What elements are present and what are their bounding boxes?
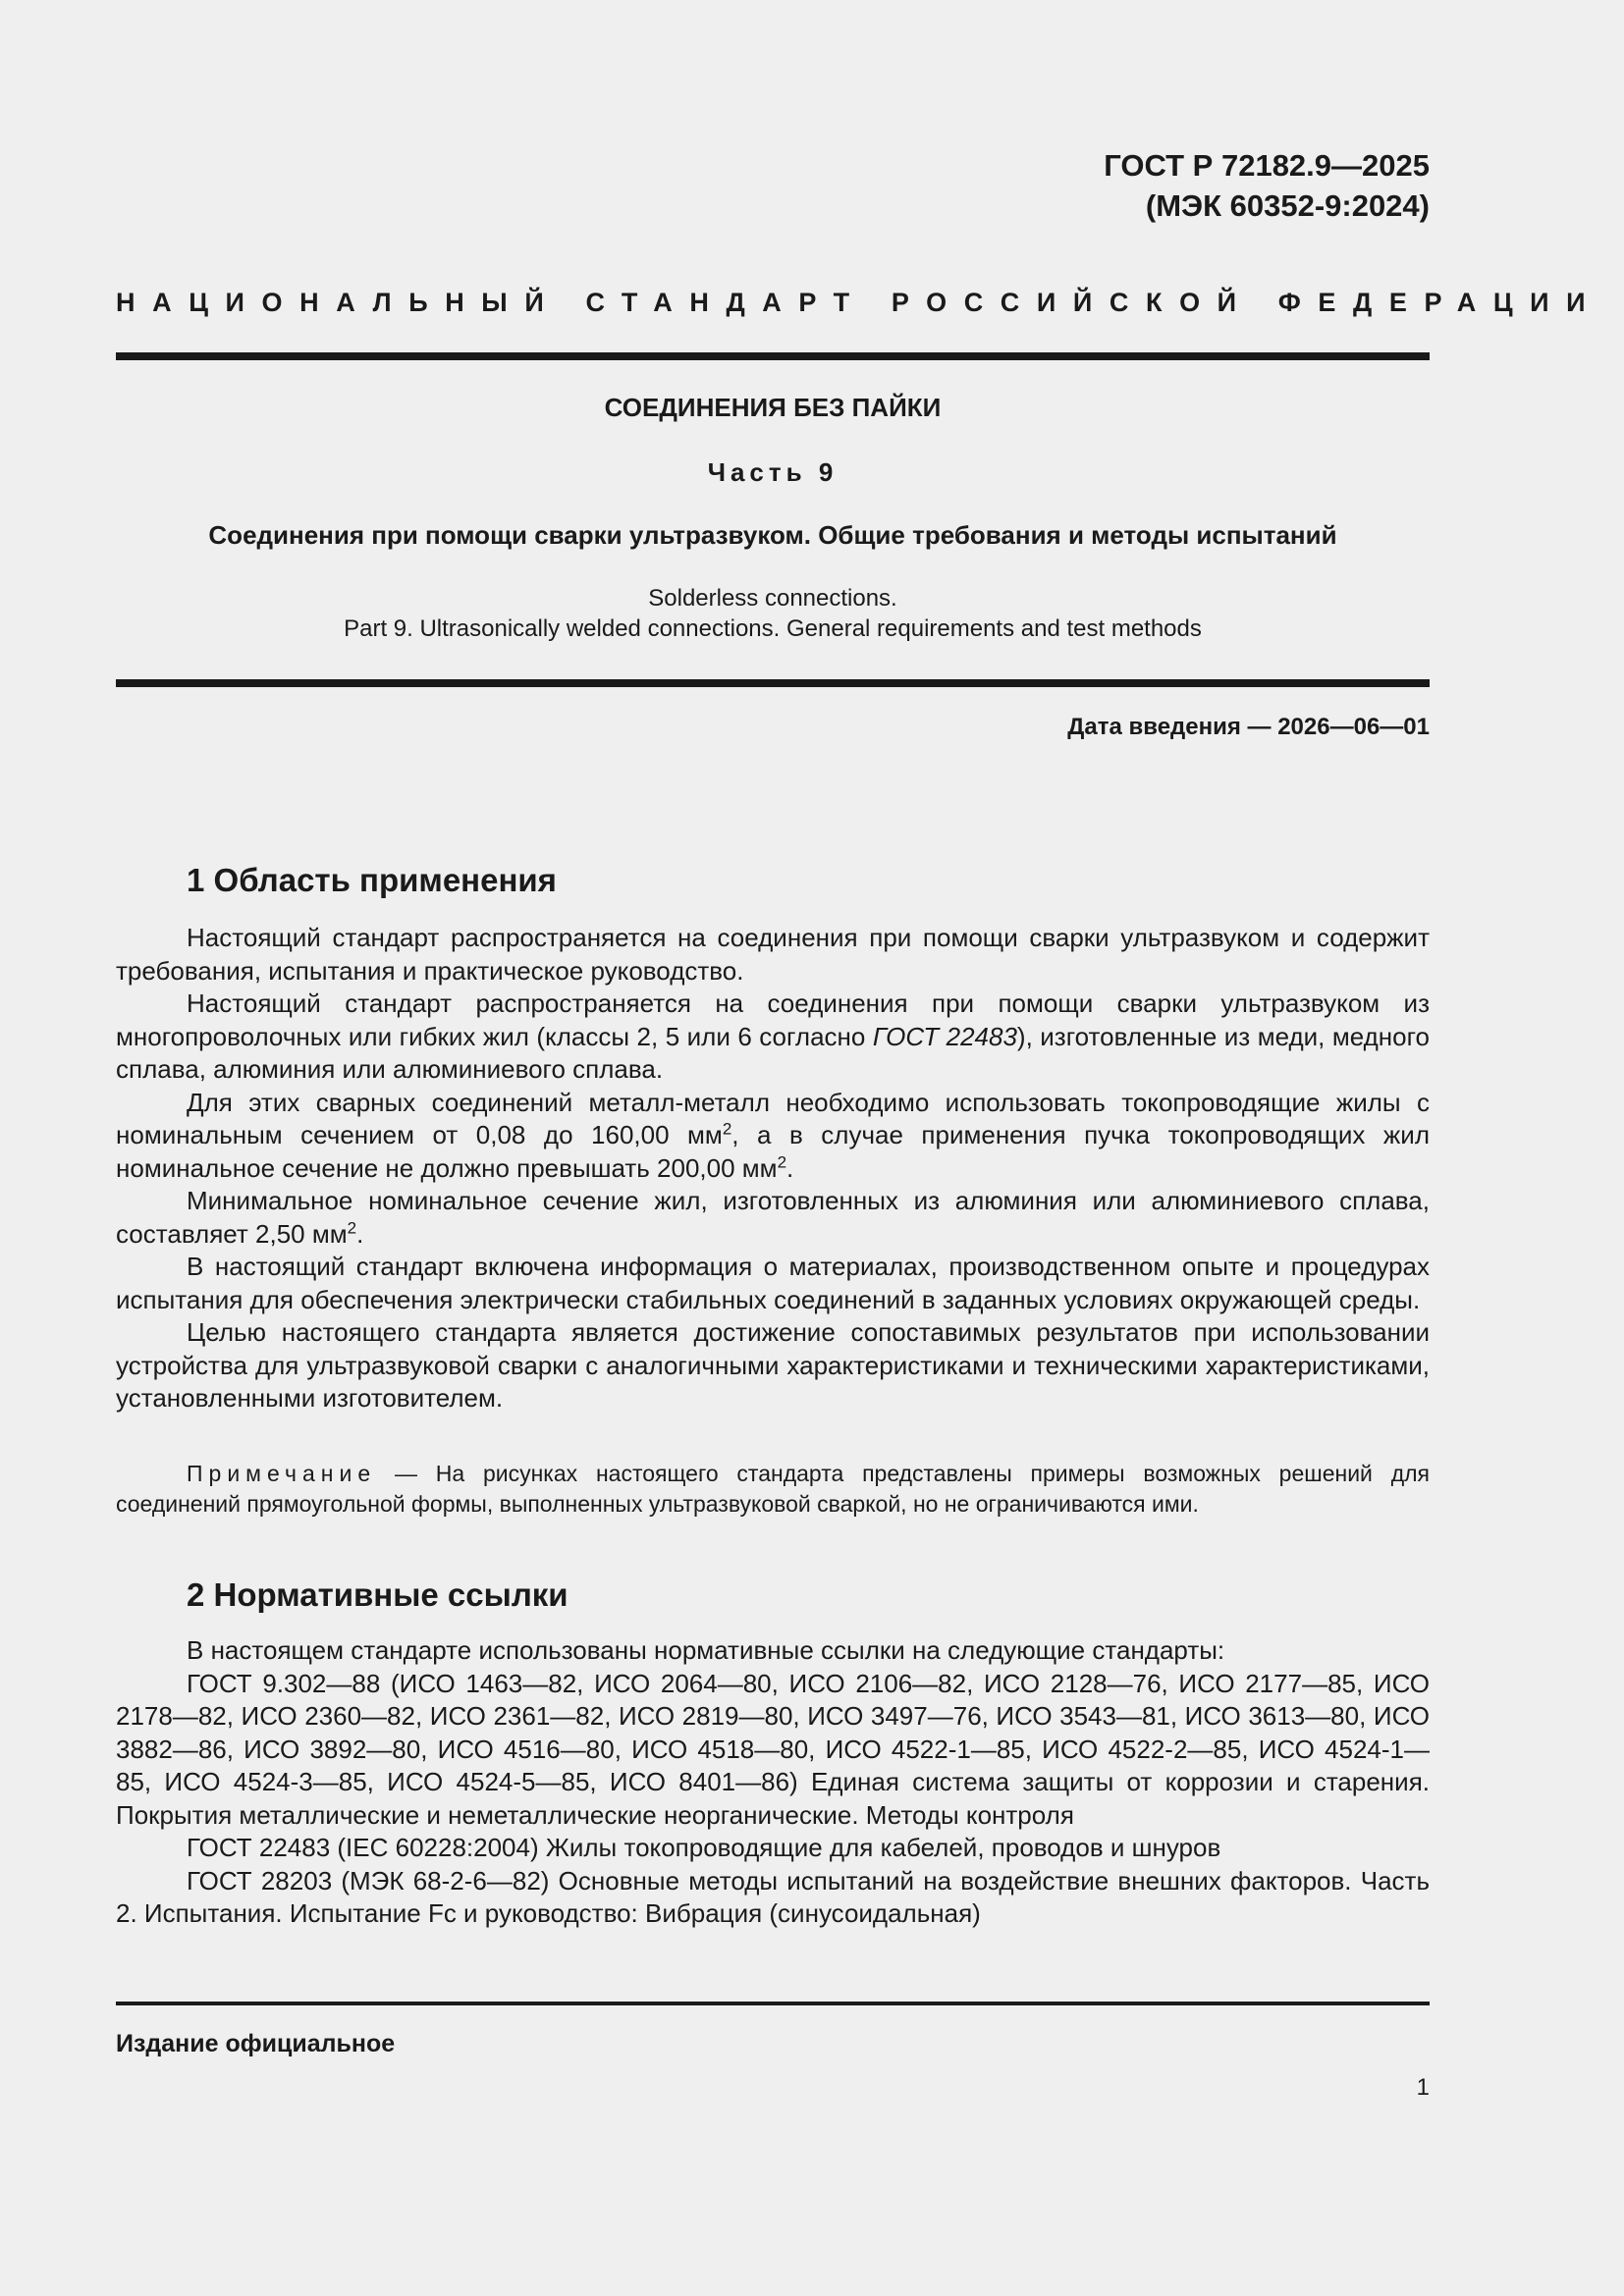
paragraph: В настоящий стандарт включена информация о материалах, производственном опыте и процедурах испытания для обеспечения электрически стабильных соединений в заданных условиях окружающей среды. (116, 1252, 1430, 1314)
document-number: ГОСТ Р 72182.9—2025 (1104, 148, 1430, 183)
section-1-body (116, 922, 1430, 1415)
introduction-date: Дата введения — 2026—06—01 (1067, 714, 1430, 740)
note-label: Примечание (187, 1461, 377, 1486)
paragraph: ГОСТ 9.302—88 (ИСО 1463—82, ИСО 2064—80, ИСО 2106—82, ИСО 2128—76, ИСО 2177—85, ИСО 2178—82, ИСО 2360—82, ИСО 2361—82, ИСО 2819—80, ИСО 3497—76, ИСО 3543—81, ИСО 3613—80, ИСО 3882—86, ИСО 3892—80, ИСО 4516—80, ИСО 4518—80, ИСО 4522-1—85, ИСО 4522-2—85, ИСО 4524-1—85, ИСО 4524-3—85, ИСО 4524-5—85, ИСО 8401—86) Единая система защиты от коррозии и старения. Покрытия металлические и неметаллические неорганические. Методы контроля (116, 1668, 1430, 1830)
footer-divider (116, 2002, 1430, 2005)
document-number-block (1104, 145, 1430, 226)
english-title (116, 583, 1430, 644)
paragraph: Настоящий стандарт распространяется на соединения при помощи сварки ультразвуком из многопроволочных или гибких жил (классы 2, 5 или 6 согласно ГОСТ 22483), изготовленные из меди, медного сплава, алюминия или алюминиевого сплава. (116, 988, 1430, 1084)
title-divider (116, 679, 1430, 687)
paragraph: Для этих сварных соединений металл-металл необходимо использовать токопроводящие жилы с номинальным сечением от 0,08 до 160,00 $мм^2$, а в случае применения пучка токопроводящих жил номинальное сечение не должно превышать 200,00 $мм^2$. (116, 1087, 1430, 1183)
official-edition-label: Издание официальное (116, 2030, 396, 2057)
english-title-line-2: Part 9. Ultrasonically welded connections. General requirements and test methods (344, 615, 1202, 642)
document-number-intl: (МЭК 60352-9:2024) (1145, 188, 1430, 223)
standard-subtitle: Соединения при помощи сварки ультразвуком. Общие требования и методы испытаний (208, 520, 1337, 550)
paragraph: Целью настоящего стандарта является достижение сопоставимых результатов при использовании устройства для ультразвуковой сварки с аналогичными характеристиками и техническими характеристиками, установленными изготовителем. (116, 1317, 1430, 1413)
section-2-heading: 2 Нормативные ссылки (187, 1576, 568, 1613)
paragraph: В настоящем стандарте использованы нормативные ссылки на следующие стандарты: (187, 1635, 1225, 1665)
gost-reference: ГОСТ 22483 (872, 1021, 1017, 1051)
note (116, 1459, 1430, 1520)
paragraph: Настоящий стандарт распространяется на соединения при помощи сварки ультразвуком и содержит требования, испытания и практическое руководство. (116, 923, 1430, 986)
superscript: 2 (777, 1151, 787, 1171)
standard-part: Часть 9 (707, 457, 839, 487)
note-text: — На рисунках настоящего стандарта представлены примеры возможных решений для соединений прямоугольной формы, выполненных ультразвуковой сваркой, но не ограничиваются ими. (116, 1461, 1430, 1517)
section-2-body (116, 1634, 1430, 1931)
english-title-line-1: Solderless connections. (648, 585, 897, 612)
superscript: 2 (722, 1119, 732, 1139)
section-1-heading: 1 Область применения (187, 862, 557, 898)
paragraph: ГОСТ 28203 (МЭК 68-2-6—82) Основные методы испытаний на воздействие внешних факторов. Часть 2. Испытания. Испытание Fc и руководство: Вибрация (синусоидальная) (116, 1865, 1430, 1928)
page-number: 1 (1416, 2074, 1430, 2101)
paragraph: Минимальное номинальное сечение жил, изготовленных из алюминия или алюминиевого сплава, составляет 2,50 $мм^2$. (116, 1186, 1430, 1249)
national-standard-banner: НАЦИОНАЛЬНЫЙ СТАНДАРТ РОССИЙСКОЙ ФЕДЕРАЦИИ (116, 288, 1603, 317)
superscript: 2 (347, 1217, 357, 1237)
top-divider (116, 352, 1430, 360)
paragraph: ГОСТ 22483 (IEC 60228:2004) Жилы токопроводящие для кабелей, проводов и шнуров (187, 1833, 1221, 1862)
standard-title: СОЕДИНЕНИЯ БЕЗ ПАЙКИ (604, 393, 942, 422)
